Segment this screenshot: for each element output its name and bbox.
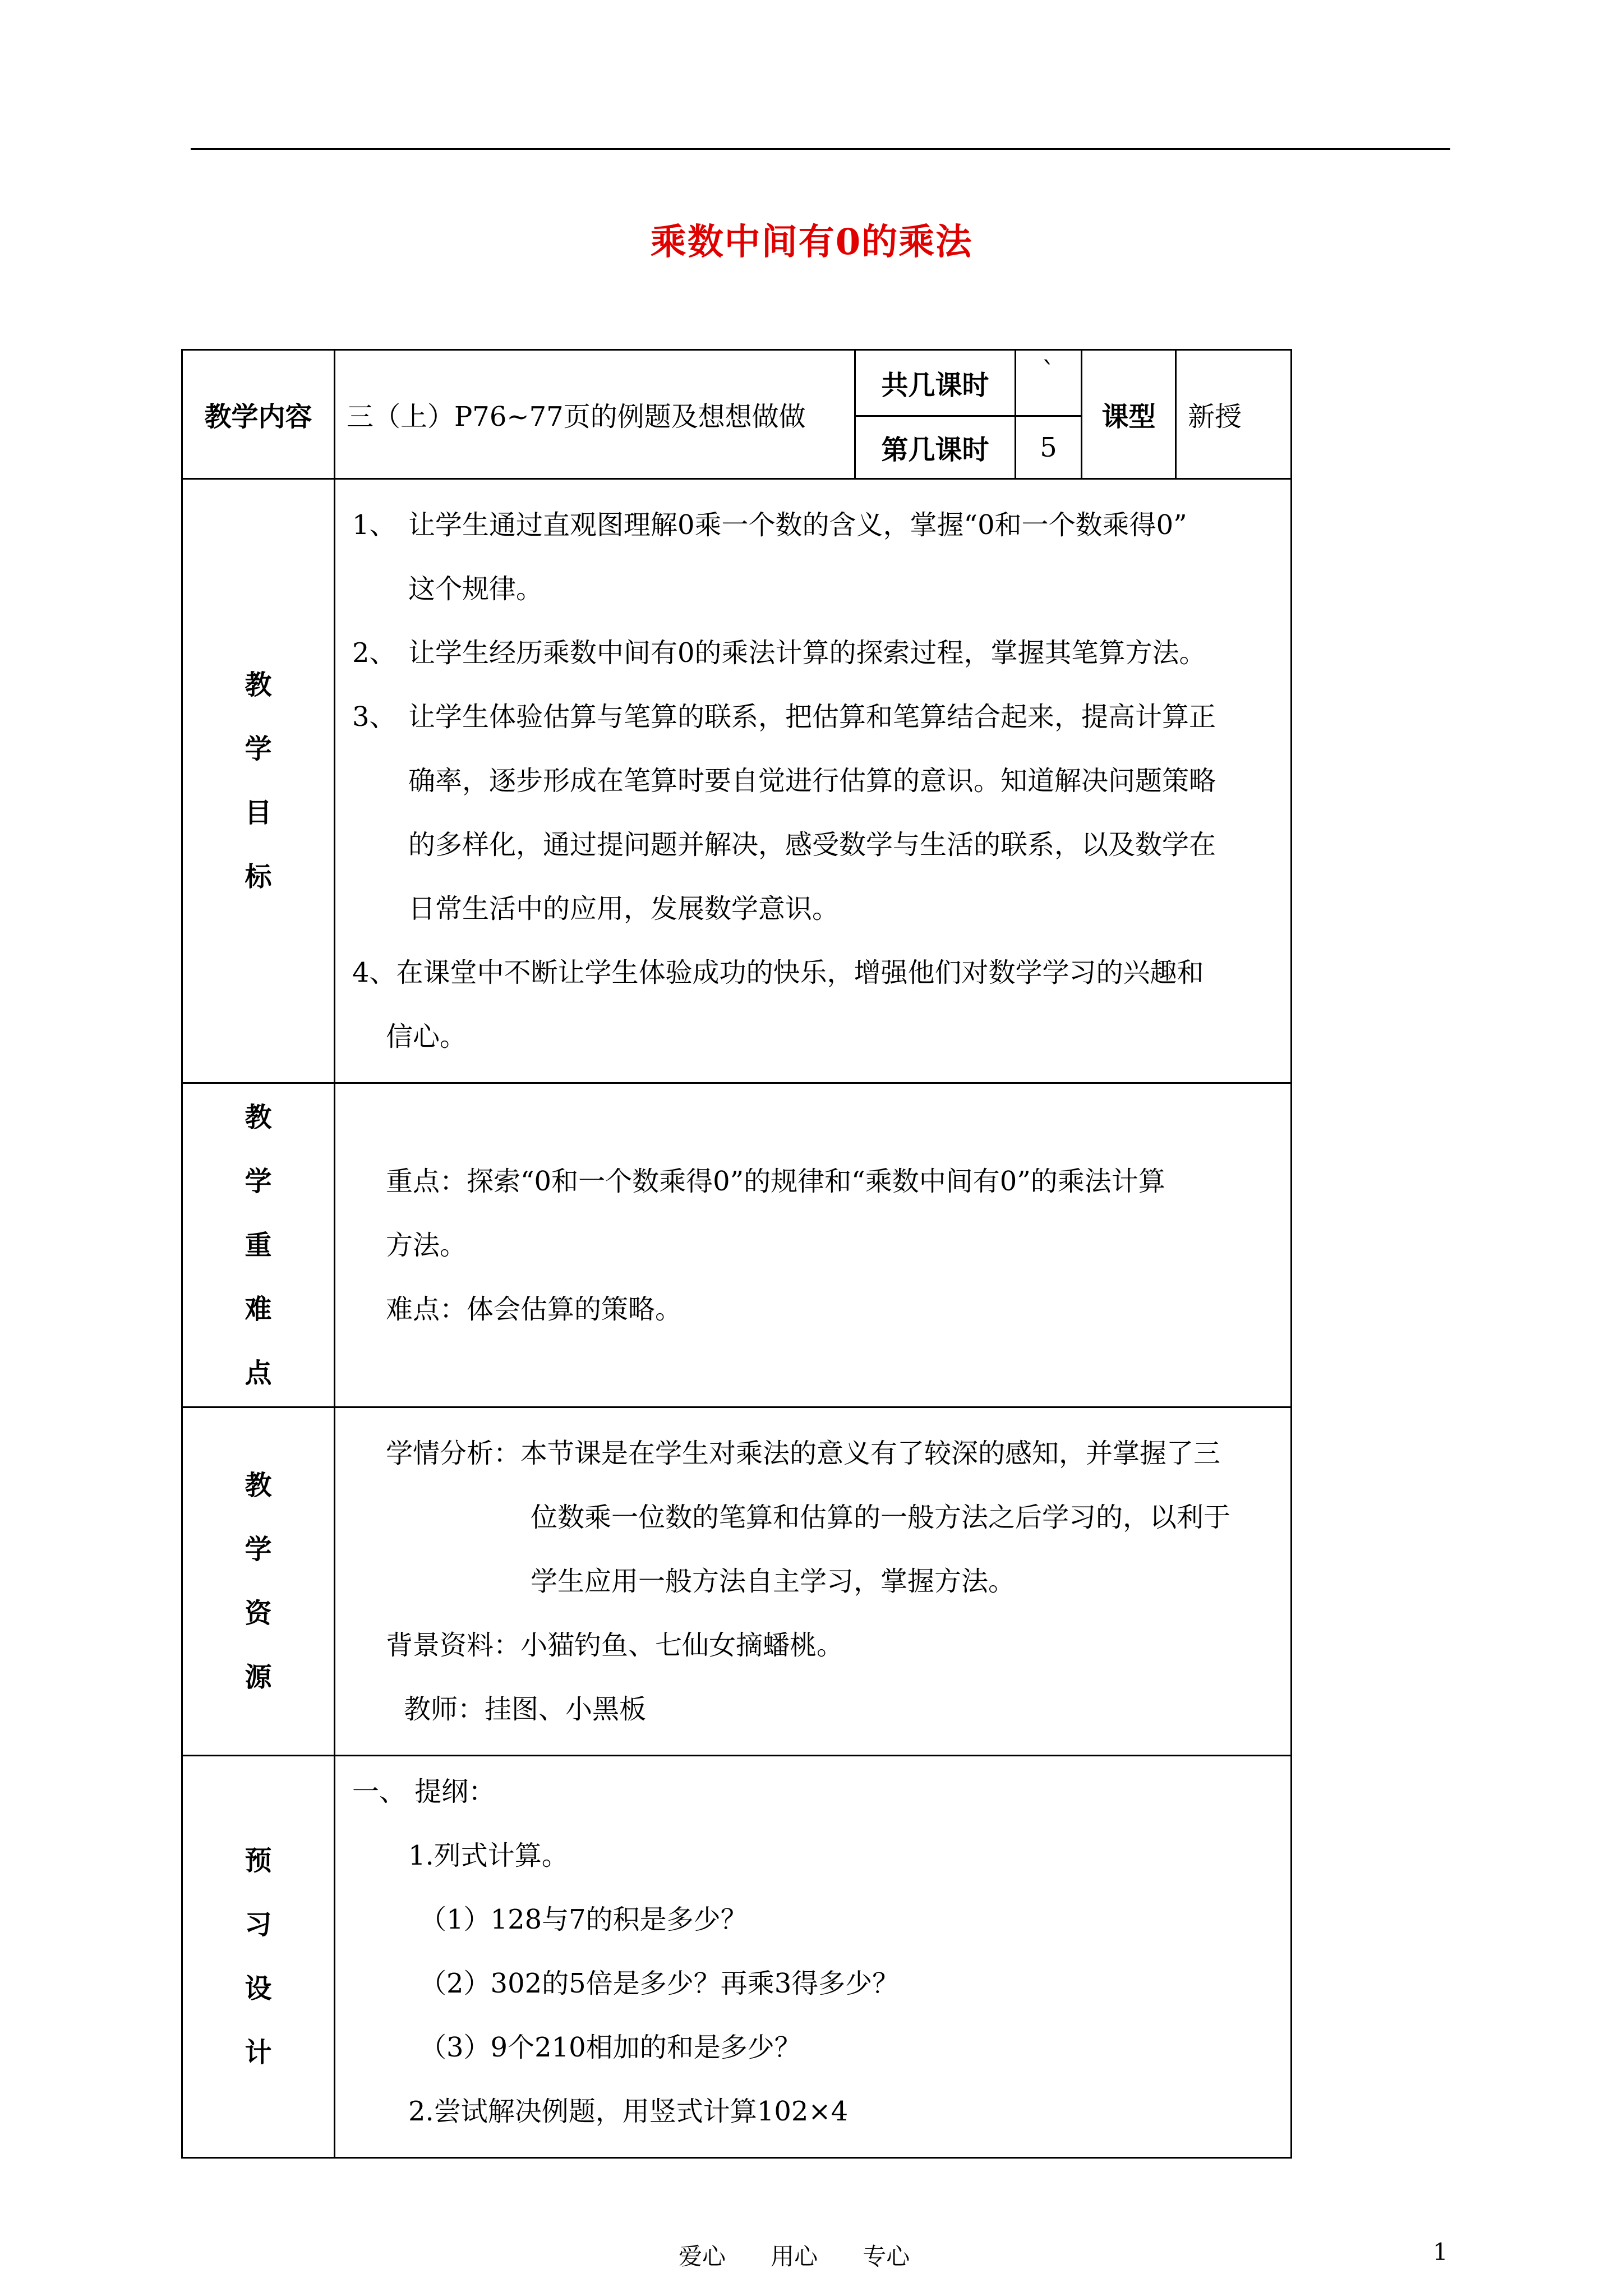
focus-line-2: 方法。 [386, 1229, 467, 1261]
analysis-line-1: 学情分析：本节课是在学生对乘法的意义有了较深的感知，并掌握了三 [386, 1438, 1221, 1469]
background-line: 背景资料：小猫钓鱼、七仙女摘蟠桃。 [386, 1630, 844, 1661]
total-periods-label: 共几课时 [855, 350, 1016, 416]
analysis-line-2: 位数乘一位数的笔算和估算的一般方法之后学习的，以利于 [531, 1502, 1231, 1533]
teacher-line: 教师：挂图、小黑板 [404, 1694, 647, 1725]
period-label: 第几课时 [855, 416, 1016, 479]
lesson-plan-table [181, 349, 1292, 2159]
objectives-label: 教 学 目 标 [182, 479, 335, 1083]
page-title: 乘数中间有0的乘法 [650, 221, 973, 263]
total-periods-value: ` [1016, 350, 1082, 416]
resources-label: 教 学 资 源 [182, 1407, 335, 1756]
key-points-content [335, 1083, 1292, 1407]
preview-content [335, 1756, 1292, 2158]
focus-line-1: 重点：探索“0和一个数乘得0”的规律和“乘数中间有0”的乘法计算 [386, 1165, 1165, 1197]
objectives-content [335, 479, 1292, 1083]
objective-item: 1、 让学生通过直观图理解0乘一个数的含义，掌握“0和一个数乘得0” 这个规律。 [352, 509, 1187, 605]
objective-item: 2、 让学生经历乘数中间有0的乘法计算的探索过程，掌握其笔算方法。 [352, 637, 1206, 669]
analysis-line-3: 学生应用一般方法自主学习，掌握方法。 [531, 1566, 1016, 1597]
objective-item-4-line-2: 信心。 [386, 1021, 467, 1052]
header-rule [191, 148, 1450, 150]
content-value: 三（上）P76~77页的例题及想想做做 [335, 350, 855, 479]
preview-question-3: （3）9个210相加的和是多少？ [419, 2032, 801, 2063]
preview-question-1: （1）128与7的积是多少？ [419, 1904, 748, 1935]
footer-motto: 爱心 用心 专心 [679, 2243, 910, 2270]
preview-question-2: （2）302的5倍是多少？再乘3得多少？ [419, 1968, 900, 1999]
period-value: 5 [1016, 416, 1082, 479]
key-points-label: 教 学 重 难 点 [182, 1083, 335, 1407]
lesson-type-label: 课型 [1082, 350, 1176, 479]
difficulty-line: 难点：体会估算的策略。 [386, 1293, 683, 1325]
page-number: 1 [1433, 2238, 1448, 2266]
preview-heading: 一、 提纲： [352, 1776, 496, 1807]
resources-content [335, 1407, 1292, 1756]
preview-item-2: 2.尝试解决例题，用竖式计算102×4 [408, 2096, 849, 2127]
lesson-type-value: 新授 [1176, 350, 1292, 479]
content-label: 教学内容 [182, 350, 335, 479]
objective-item: 3、 让学生体验估算与笔算的联系，把估算和笔算结合起来，提高计算正 确率，逐步形成在笔算时要自觉进行估算的意识。知道解决问题策略 的多样化，通过提问题并解决，感受数学与生活的联系，以及数学在 日常生活中的应用，发展数学意识。 [352, 701, 1216, 924]
preview-item-1: 1.列式计算。 [408, 1840, 569, 1871]
preview-label: 预 习 设 计 [182, 1756, 335, 2158]
objective-item-4-line-1: 4、在课堂中不断让学生体验成功的快乐，增强他们对数学学习的兴趣和 [352, 957, 1204, 988]
